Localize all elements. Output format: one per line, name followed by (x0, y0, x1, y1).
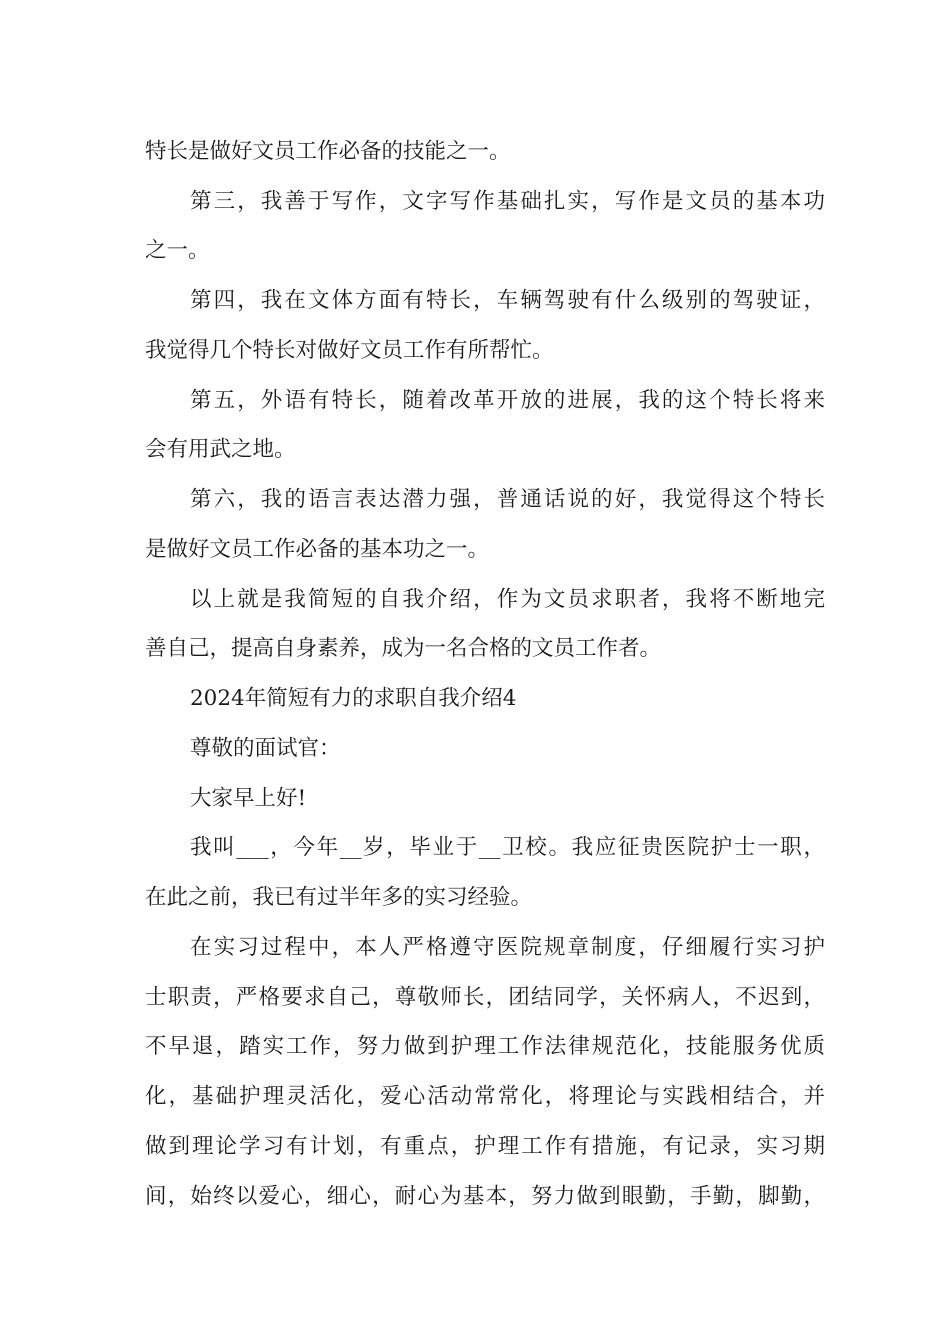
paragraph-line: 在此之前，我已有过半年多的实习经验。 (145, 885, 533, 910)
paragraph-line: 是做好文员工作必备的基本功之一。 (145, 537, 490, 562)
paragraph-line: 士职责，严格要求自己，尊敬师长，团结同学，关怀病人，不迟到， (145, 985, 825, 1010)
paragraph-line: 第四，我在文体方面有特长，车辆驾驶有什么级别的驾驶证， (190, 288, 825, 313)
paragraph-line: 化，基础护理灵活化，爱心活动常常化，将理论与实践相结合，并 (145, 1084, 825, 1109)
paragraph-line: 做到理论学习有计划，有重点，护理工作有措施，有记录，实习期 (145, 1134, 825, 1159)
greeting: 大家早上好! (190, 786, 307, 811)
paragraph-line: 我叫___，今年__岁，毕业于__卫校。我应征贵医院护士一职， (190, 835, 825, 860)
salutation: 尊敬的面试官： (190, 736, 341, 761)
paragraph-line: 第六，我的语言表达潜力强，普通话说的好，我觉得这个特长 (190, 487, 825, 512)
paragraph-line: 以上就是我简短的自我介绍，作为文员求职者，我将不断地完 (190, 587, 825, 612)
paragraph-line: 第五，外语有特长，随着改革开放的进展，我的这个特长将来 (190, 388, 825, 413)
paragraph-line: 会有用武之地。 (145, 437, 296, 462)
paragraph-line: 在实习过程中，本人严格遵守医院规章制度，仔细履行实习护 (190, 935, 825, 960)
paragraph-line: 不早退，踏实工作，努力做到护理工作法律规范化，技能服务优质 (145, 1034, 825, 1059)
paragraph-line: 特长是做好文员工作必备的技能之一。 (145, 139, 511, 164)
paragraph-line: 善自己，提高自身素养，成为一名合格的文员工作者。 (145, 636, 662, 661)
paragraph-line: 我觉得几个特长对做好文员工作有所帮忙。 (145, 338, 554, 363)
section-heading: 2024年简短有力的求职自我介绍4 (190, 686, 517, 711)
paragraph-line: 第三，我善于写作，文字写作基础扎实，写作是文员的基本功 (190, 189, 825, 214)
paragraph-line: 之一。 (145, 238, 210, 263)
paragraph-line: 间，始终以爱心，细心，耐心为基本，努力做到眼勤，手勤，脚勤， (145, 1184, 825, 1209)
